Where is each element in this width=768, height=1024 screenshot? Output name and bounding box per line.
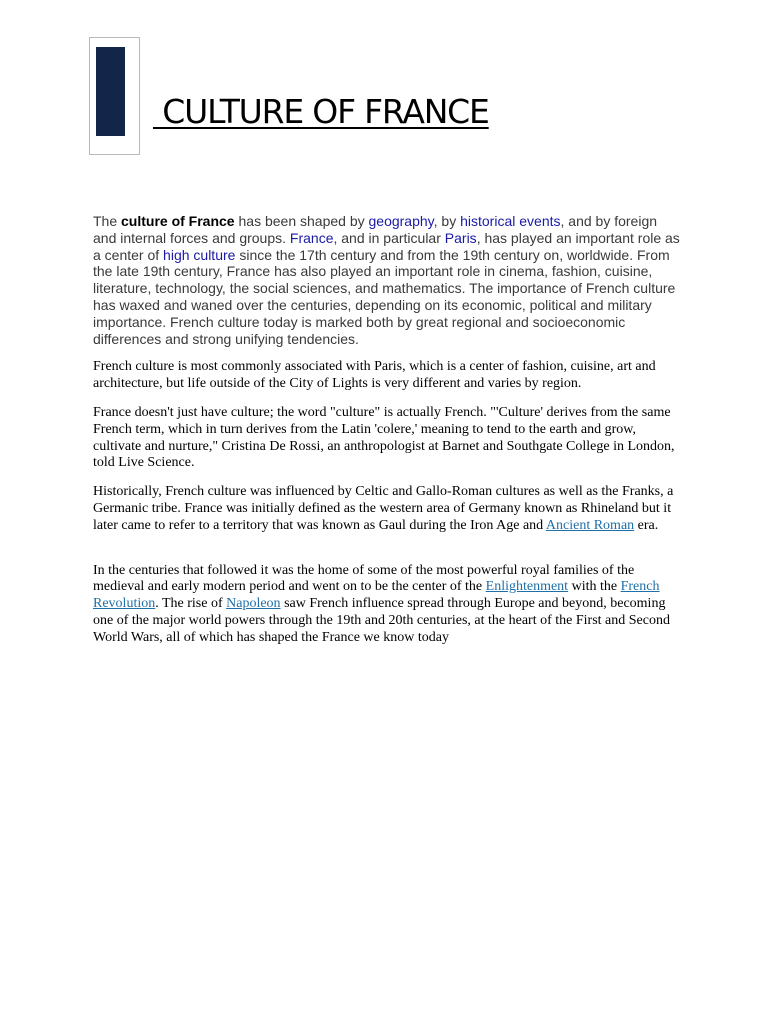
logo-frame <box>89 37 140 155</box>
paragraph-paris: French culture is most commonly associated with Paris, which is a center of fashion, cuisine, art and architecture, but life outside of the City of Lights is very different and varies by region. <box>93 359 656 392</box>
link-historical-events[interactable]: historical events <box>460 213 561 229</box>
paragraph-text: with the <box>568 579 621 595</box>
link-high-culture[interactable]: high culture <box>163 246 236 263</box>
link-french-revolution[interactable]: French Revolution <box>93 579 660 612</box>
intro-text: The <box>93 213 122 229</box>
intro-text: since the 17th century and from the 19th century on, worldwide. From the late 19th century, France has also played an important role in cinema, fashion, cuisine, literature, technology, the social sciences, and mathematics. The importance of French culture has waxed and waned over the centuries, depending on its economic, political and military importance. French culture today is marked both by great regional and socioeconomic differences and strong unifying tendencies. <box>93 246 676 347</box>
paragraph-history <box>93 484 683 534</box>
link-enlightenment[interactable]: Enlightenment <box>485 579 569 595</box>
document-body <box>93 213 683 659</box>
intro-text: has been shaped by <box>234 213 369 229</box>
intro-text: , and in particular <box>333 229 445 246</box>
intro-text: , has played an important role as a center of <box>93 229 680 263</box>
intro-text: , by <box>433 213 461 229</box>
paragraph-text: era. <box>634 517 659 533</box>
paragraph-text: . The rise of <box>155 596 227 612</box>
paragraph-text: saw French influence spread through Europe and beyond, becoming one of the major world powers through the 19th and 20th centuries, at the heart of the First and Second World Wars, all of which has shaped the France we know today <box>93 596 670 645</box>
intro-bold-term: culture of France <box>121 213 235 229</box>
paragraph-text: Historically, French culture was influenced by Celtic and Gallo-Roman cultures as well as the Franks, a Germanic tribe. France was initially defined as the western area of Germany known as Rhineland but it later came to refer to a territory that was known as Gaul during the Iron Age and <box>93 484 674 533</box>
intro-text: , and by foreign and internal forces and groups. <box>93 213 658 246</box>
link-paris[interactable]: Paris <box>444 229 477 246</box>
page-title: CULTURE OF FRANCE <box>153 92 489 131</box>
logo-bar <box>96 47 125 136</box>
link-geography[interactable]: geography <box>368 213 434 229</box>
paragraph-royal-families <box>93 563 683 647</box>
paragraph-text: In the centuries that followed it was the home of some of the most powerful royal families of the medieval and early modern period and went on to be the center of the <box>93 562 635 595</box>
link-napoleon[interactable]: Napoleon <box>226 596 281 612</box>
paragraph-culture-origin: France doesn't just have culture; the word "culture" is actually French. "'Culture' derives from the same French term, which in turn derives from the Latin 'colere,' meaning to tend to the earth and grow, cultivate and nurture," Cristina De Rossi, an anthropologist at Barnet and Southgate College in London, told Live Science. <box>93 404 675 471</box>
link-ancient-roman[interactable]: Ancient Roman <box>545 517 635 533</box>
intro-paragraph <box>93 213 683 347</box>
link-france[interactable]: France <box>289 229 334 246</box>
